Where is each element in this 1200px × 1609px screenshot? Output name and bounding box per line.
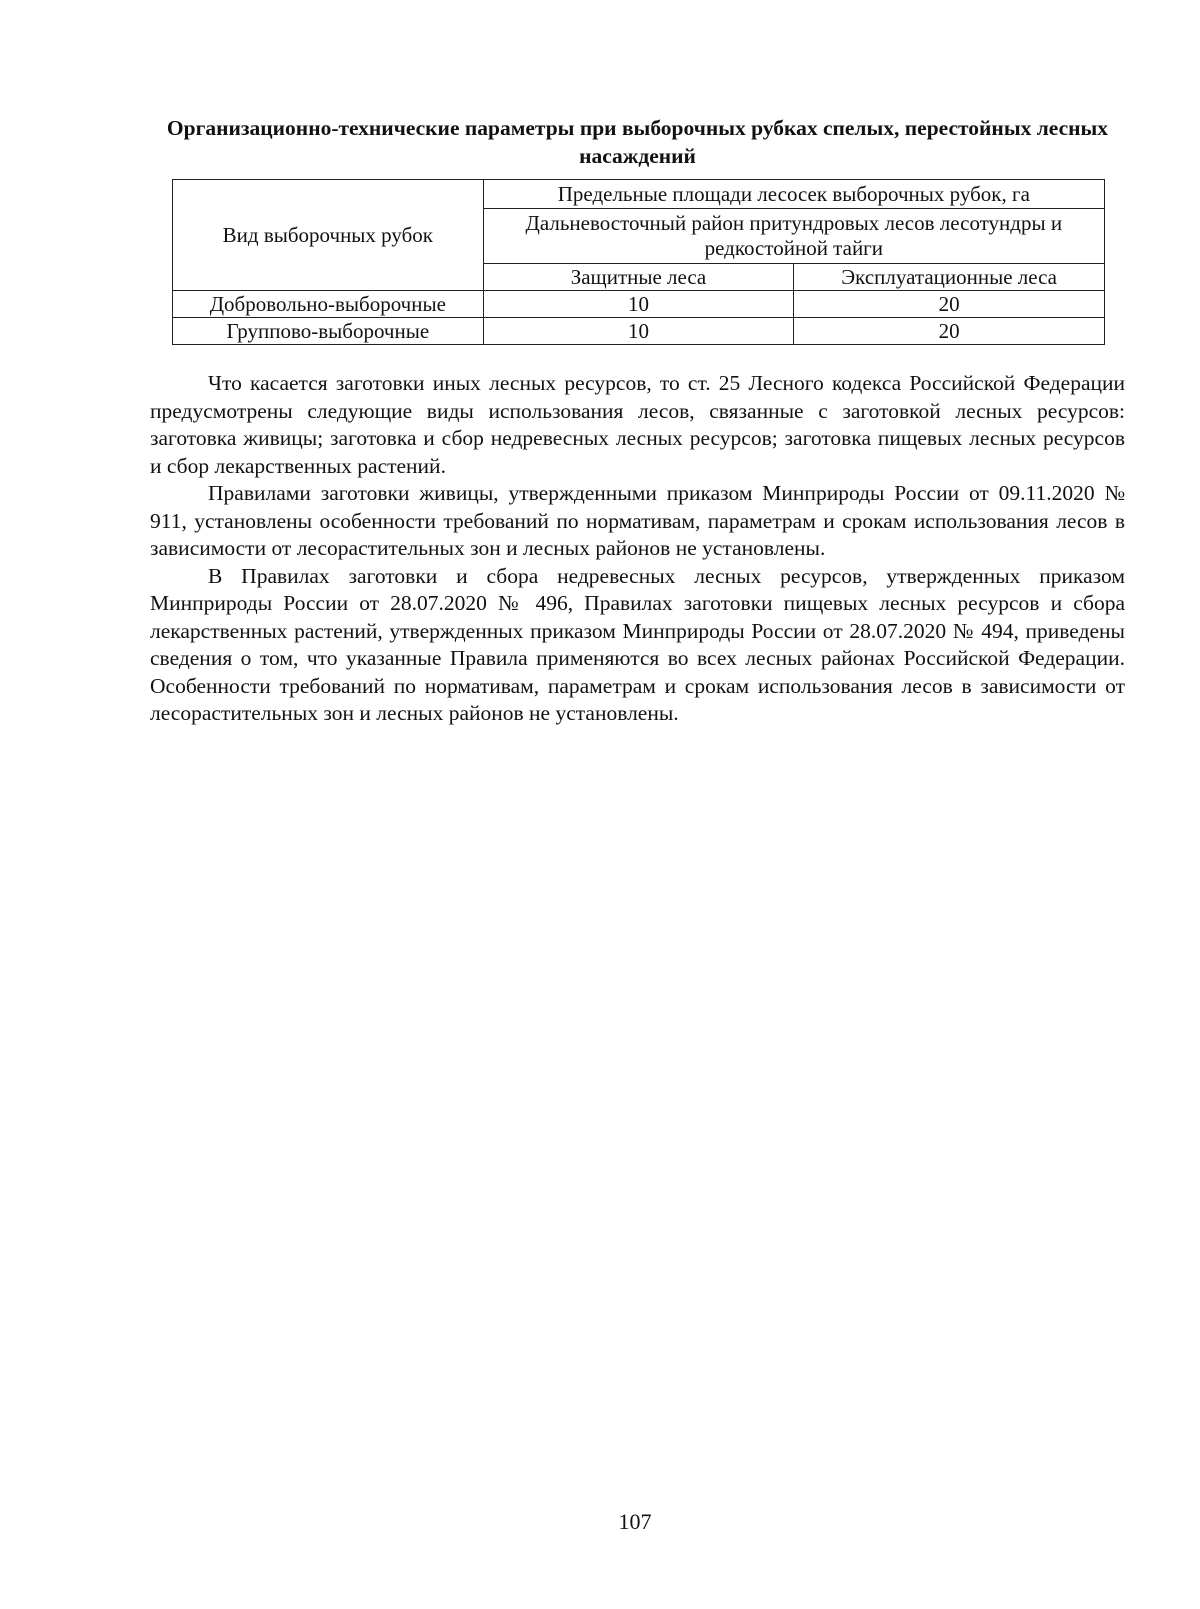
table-header-row [173, 180, 1105, 209]
paragraph: Что касается заготовки иных лесных ресурсов, то ст. 25 Лесного кодекса Российской Федерации предусмотрены следующие виды использования лесов, связанные с заготовкой лесных ресурсов: заготовка живицы; заготовка и сбор недревесных лесных ресурсов; заготовка пищевых лесных ресурсов и сбор лекарственных растений. [150, 371, 1125, 478]
table-cell-operational: 20 [794, 291, 1105, 318]
logging-parameters-table [172, 179, 1105, 345]
page-number: 107 [618, 1509, 652, 1534]
table-cell-type: Группово-выборочные [173, 318, 484, 345]
header-cell-area-limits: Предельные площади лесосек выборочных рубок, га [483, 180, 1104, 209]
table-title: Организационно-технические параметры при выборочных рубках спелых, перестойных лесных насаждений [166, 116, 1109, 168]
header-cell-operational: Эксплуатационные леса [794, 264, 1105, 291]
body-text [150, 370, 1125, 728]
header-cell-logging-type: Вид выборочных рубок [173, 180, 484, 291]
table-cell-type: Добровольно-выборочные [173, 291, 484, 318]
paragraph: В Правилах заготовки и сбора недревесных лесных ресурсов, утвержденных приказом Минприроды России от 28.07.2020 № 496, Правилах заготовки пищевых лесных ресурсов и сбора лекарственных растений, утвержденных приказом Минприроды России от 28.07.2020 № 494, приведены сведения о том, что указанные Правила применяются во всех лесных районах Российской Федерации. Особенности требований по нормативам, параметрам и срокам использования лесов в зависимости от лесорастительных зон и лесных районов не установлены. [150, 563, 1125, 725]
header-cell-region: Дальневосточный район притундровых лесов лесотундры и редкостойной тайги [483, 209, 1104, 264]
table-cell-operational: 20 [794, 318, 1105, 345]
header-cell-protective: Защитные леса [483, 264, 794, 291]
paragraph: Правилами заготовки живицы, утвержденными приказом Минприроды России от 09.11.2020 № 911, установлены особенности требований по нормативам, параметрам и срокам использования лесов в зависимости от лесорастительных зон и лесных районов не установлены. [150, 481, 1125, 560]
table-row [173, 291, 1105, 318]
table-cell-protective: 10 [483, 318, 794, 345]
table-cell-protective: 10 [483, 291, 794, 318]
table-row [173, 318, 1105, 345]
